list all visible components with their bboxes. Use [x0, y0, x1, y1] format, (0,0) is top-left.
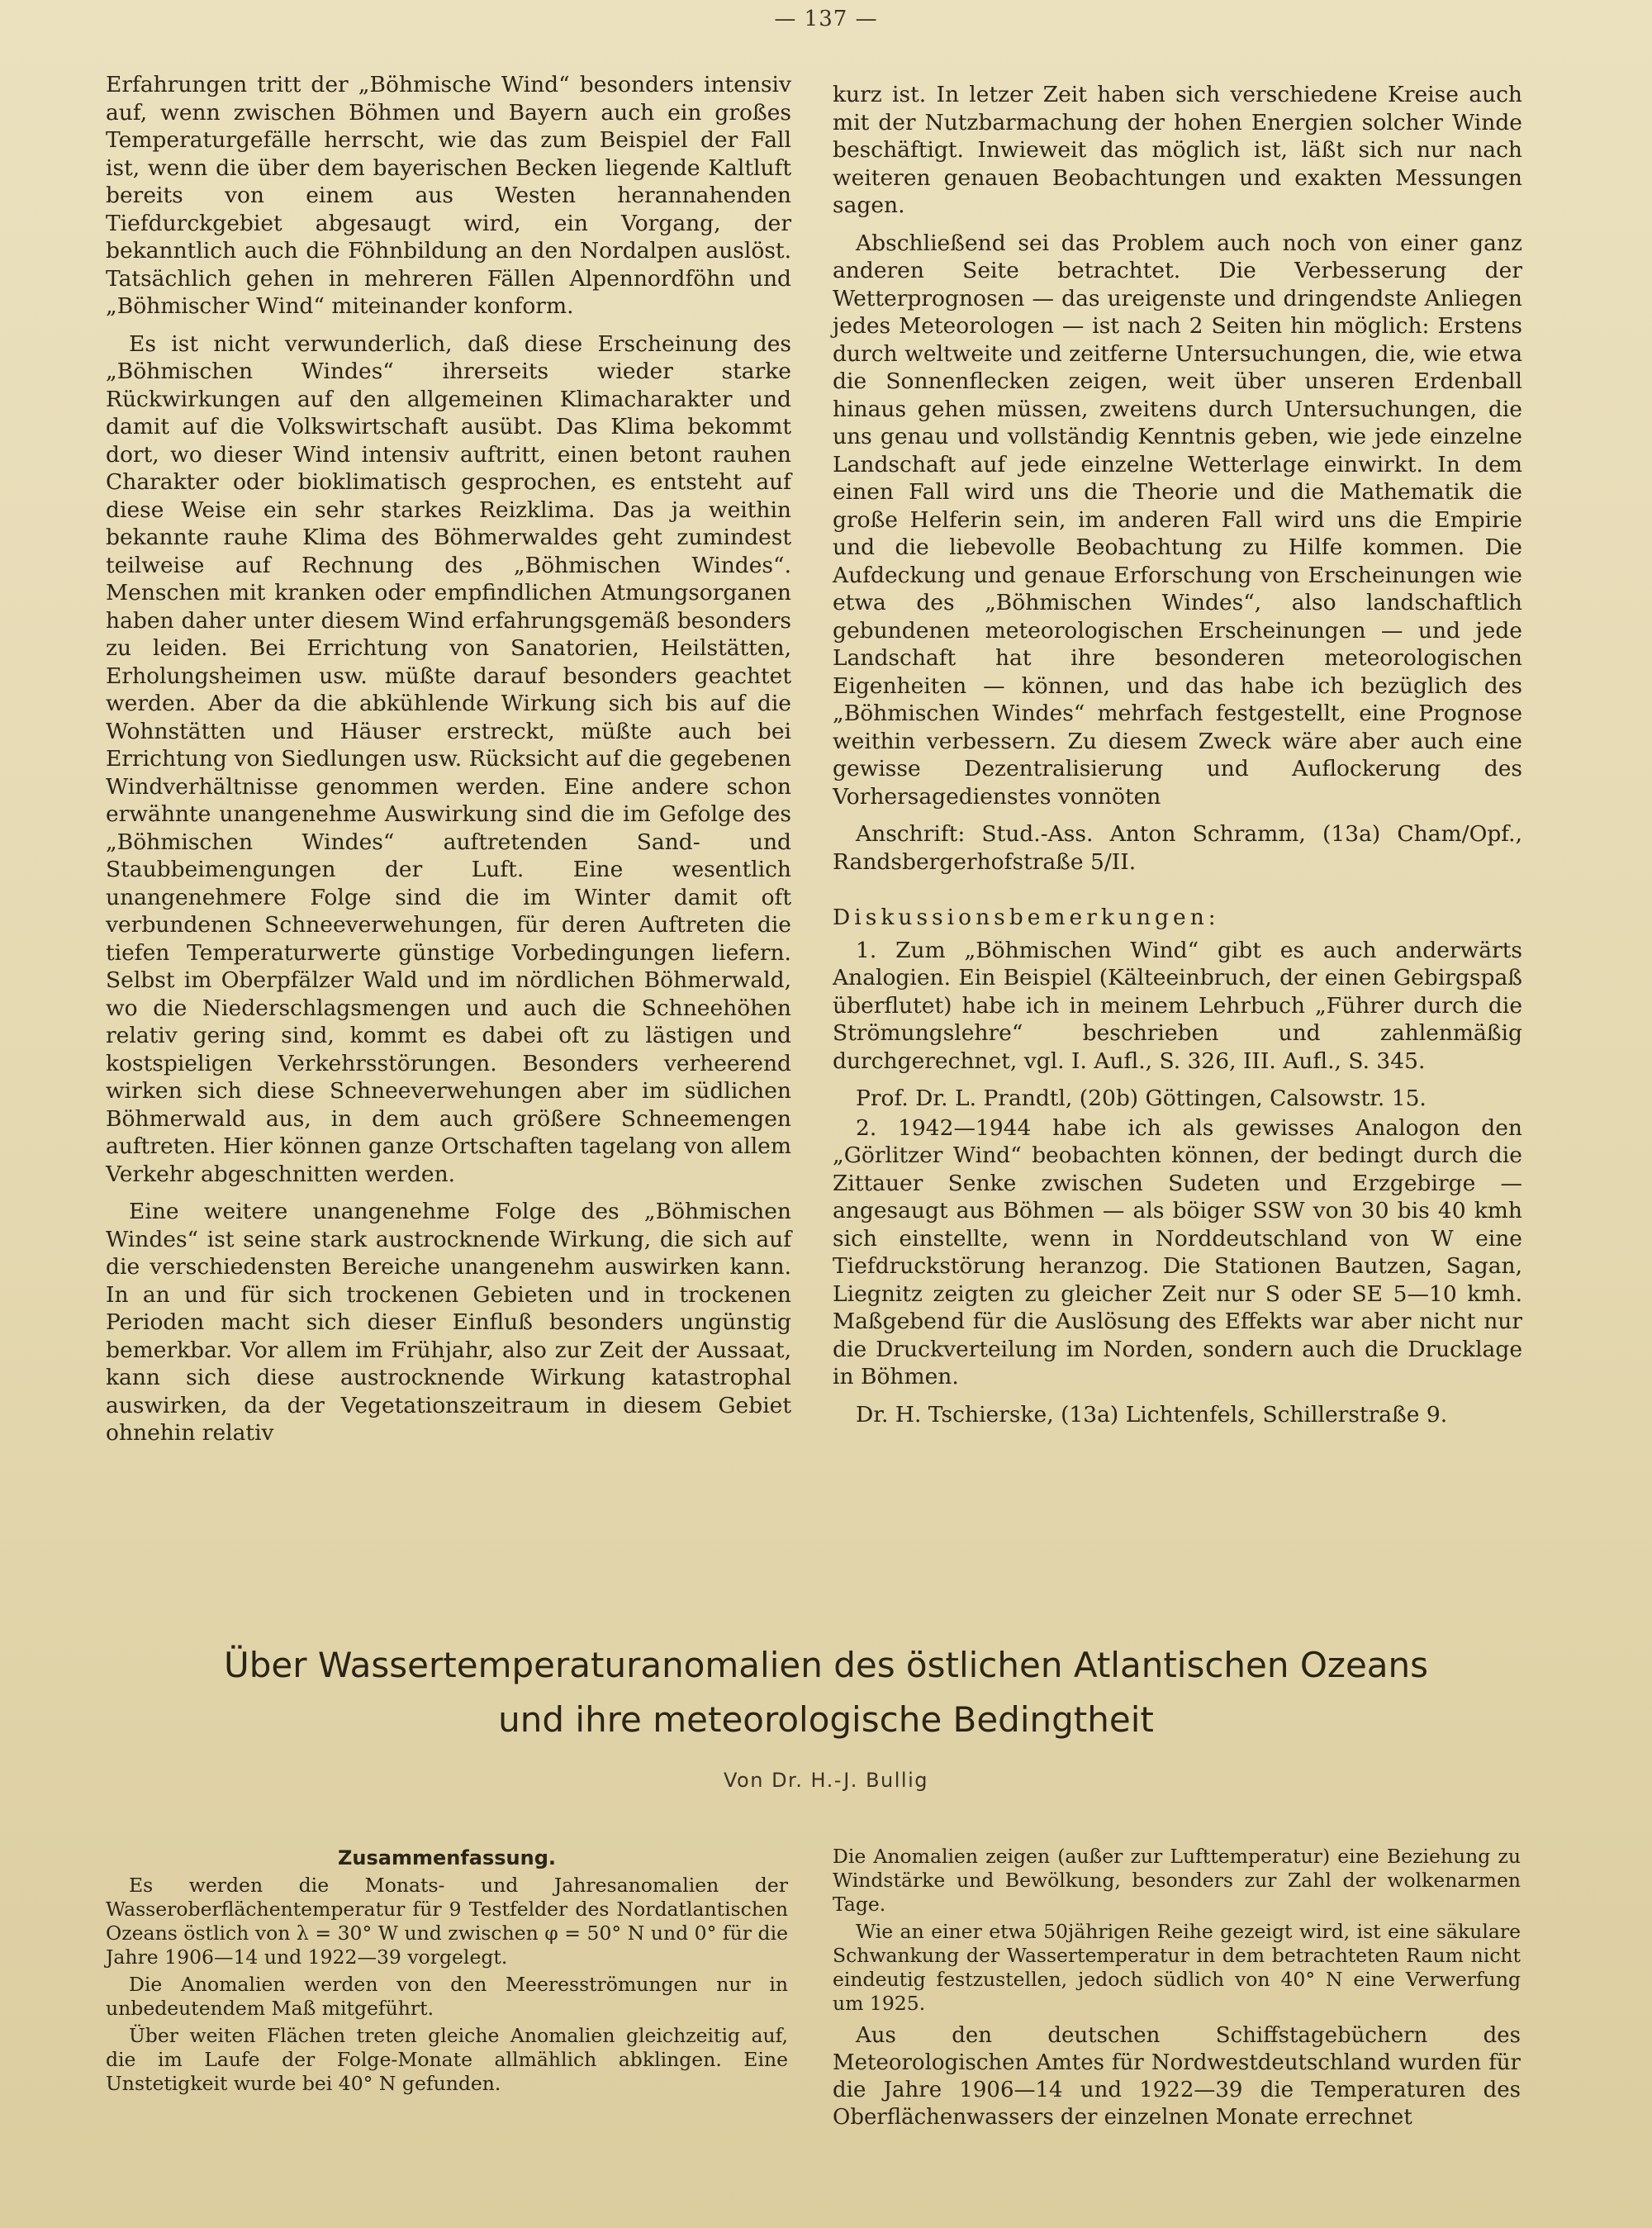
summary-heading: Zusammenfassung.	[337, 1846, 557, 1869]
discussion-author-2: Dr. H. Tschierske, (13a) Lichtenfels, Schillerstraße 9.	[856, 1401, 1448, 1428]
left-column-top	[106, 71, 791, 1447]
paragraph: Abschließend sei das Problem auch noch von einer ganz anderen Seite betrachtet. Die Verbesserung der Wetterprognosen — das ureigenste und dringendste Anliegen jedes Meteorologen — ist nach 2 Seiten hin möglich: Erstens durch weltweite und zeitferne Untersuchungen, die, wie etwa die Sonnenflecken zeigen, weit über unseren Erdenball hinaus gehen müssen, zweitens durch Untersuchungen, die uns genau und vollständig Kenntnis geben, wie jede einzelne Landschaft auf jede einzelne Wetterlage einwirkt. In dem einen Fall wird uns die Theorie und die Mathematik die große Helferin sein, im anderen Fall wird uns die Empirie und die liebevolle Beobachtung zu Hilfe kommen. Die Aufdeckung und genaue Erforschung von Erscheinungen wie etwa des „Böhmischen Windes“, also landschaftlich gebundenen meteorologischen Erscheinungen — und jede Landschaft hat ihre besonderen meteorologischen Eigenheiten — können, und das habe ich bezüglich des „Böhmischen Windes“ mehrfach festgestellt, eine Prognose weithin verbessern. Zu diesem Zweck wäre aber auch eine gewisse Dezentralisierung und Auflockerung des Vorhersagedienstes vonnöten	[833, 230, 1522, 810]
page-number: — 137 —	[774, 7, 878, 31]
discussion-remark-2: 2. 1942—1944 habe ich als gewisses Analogon den „Görlitzer Wind“ beobachten können, der bedingt durch die Zittauer Senke zwischen Sudeten und Erzgebirge — angesaugt aus Böhmen — als böiger SSW von 30 bis 40 kmh sich einstellte, wenn in Norddeutschland von W eine Tiefdruckstörung heranzog. Die Stationen Bautzen, Sagan, Liegnitz zeigten zu gleicher Zeit nur S oder SE 5—10 kmh. Maßgebend für die Auslösung des Effekts war aber nicht nur die Druckverteilung im Norden, sondern auch die Drucklage in Böhmen.	[833, 1114, 1522, 1390]
paragraph: Wie an einer etwa 50jährigen Reihe gezeigt wird, ist eine säkulare Schwankung der Wassertemperatur in dem betrachteten Raum nicht eindeutig festzustellen, jedoch südlich von 40° N eine Verwerfung um 1925.	[833, 1920, 1521, 2015]
discussion-remark-1: 1. Zum „Böhmischen Wind“ gibt es auch anderwärts Analogien. Ein Beispiel (Kälteeinbruch, der einen Gebirgspaß überflutet) habe ich in meinem Lehrbuch „Führer durch die Strömungslehre“ beschrieben und zahlenmäßig durchgerechnet, vgl. I. Aufl., S. 326, III. Aufl., S. 345.	[833, 937, 1522, 1074]
paragraph: Eine weitere unangenehme Folge des „Böhmischen Windes“ ist seine stark austrocknende Wirkung, die sich auf die verschiedensten Bereiche unangenehm auswirken kann. In an und für sich trockenen Gebieten und in trockenen Perioden macht sich dieser Einfluß besonders ungünstig bemerkbar. Vor allem im Frühjahr, also zur Zeit der Aussaat, kann sich diese austrocknende Wirkung katastrophal auswirken, da der Vegetationszeitraum in diesem Gebiet ohnehin relativ	[106, 1199, 791, 1446]
right-column-bottom	[833, 1845, 1521, 2131]
paragraph: Die Anomalien zeigen (außer zur Lufttemperatur) eine Beziehung zu Windstärke und Bewölkung, besonders zur Zahl der wolkenarmen Tage.	[833, 1845, 1521, 1916]
article-title	[0, 1638, 1652, 1747]
left-column-bottom	[106, 1846, 788, 2096]
paragraph: Erfahrungen tritt der „Böhmische Wind“ besonders intensiv auf, wenn zwischen Böhmen und Bayern auch ein großes Temperaturgefälle herrscht, wie das zum Beispiel der Fall ist, wenn die über dem bayerischen Becken liegende Kaltluft bereits von einem aus Westen herannahenden Tiefdurckgebiet abgesaugt wird, ein Vorgang, der bekanntlich auch die Föhnbildung an den Nordalpen auslöst. Tatsächlich gehen in mehreren Fällen Alpennordföhn und „Böhmischer Wind“ miteinander konform.	[106, 72, 791, 319]
paragraph: Es werden die Monats- und Jahresanomalien der Wasseroberflächentemperatur für 9 Testfelder des Nordatlantischen Ozeans östlich von λ = 30° W und zwischen φ = 50° N und 0° für die Jahre 1906—14 und 1922—39 vorgelegt.	[106, 1874, 788, 1969]
right-column-top	[833, 81, 1522, 1428]
paragraph: Aus den deutschen Schiffstagebüchern des Meteorologischen Amtes für Nordwestdeutschland wurden für die Jahre 1906—14 und 1922—39 die Temperaturen des Oberflächenwassers der einzelnen Monate errechnet	[833, 2023, 1521, 2130]
paragraph: Die Anomalien werden von den Meeresströmungen nur in unbedeutendem Maß mitgeführt.	[106, 1973, 788, 2020]
paragraph: Über weiten Flächen treten gleiche Anomalien gleichzeitig auf, die im Laufe der Folge-Monate allmählich abklingen. Eine Unstetigkeit wurde bei 40° N gefunden.	[106, 2024, 788, 2095]
paragraph: Es ist nicht verwunderlich, daß diese Erscheinung des „Böhmischen Windes“ ihrerseits wieder starke Rückwirkungen auf den allgemeinen Klimacharakter und damit auf die Volkswirtschaft ausübt. Das Klima bekommt dort, wo dieser Wind intensiv auftritt, einen betont rauhen Charakter oder bioklimatisch gesprochen, es entsteht auf diese Weise ein sehr starkes Reizklima. Das ja weithin bekannte rauhe Klima des Böhmerwaldes geht zumindest teilweise auf Rechnung des „Böhmischen Windes“. Menschen mit kranken oder empfindlichen Atmungsorganen haben daher unter diesem Wind erfahrungsgemäß besonders zu leiden. Bei Errichtung von Sanatorien, Heilstätten, Erholungsheimen usw. müßte darauf besonders geachtet werden. Aber da die abkühlende Wirkung sich bis auf die Wohnstätten und Häuser erstreckt, müßte auch bei Errichtung von Siedlungen usw. Rücksicht auf die gegebenen Windverhältnisse genommen werden. Eine andere schon erwähnte unangenehme Auswirkung sind die im Gefolge des „Böhmischen Windes“ auftretenden Sand- und Staubbeimengungen der Luft. Eine wesentlich unangenehmere Folge sind die im Winter damit oft verbundenen Schneeverwehungen, für deren Auftreten die tiefen Temperaturwerte günstige Vorbedingungen liefern. Selbst im Oberpfälzer Wald und im nördlichen Böhmerwald, wo die Niederschlagsmengen und auch die Schneehöhen relativ gering sind, kommt es dabei oft zu lästigen und kostspieligen Verkehrsstörungen. Besonders verheerend wirken sich diese Schneeverwehungen aber im südlichen Böhmerwald aus, in dem auch größere Schneemengen auftreten. Hier können ganze Ortschaften tagelang von allem Verkehr abgeschnitten werden.	[106, 330, 791, 1187]
article-byline: Von Dr. H.-J. Bullig	[724, 1769, 928, 1792]
article-title-line-1: Über Wassertemperaturanomalien des östlichen Atlantischen Ozeans	[223, 1645, 1429, 1685]
author-address: Anschrift: Stud.-Ass. Anton Schramm, (13a) Cham/Opf., Randsbergerhofstraße 5/II.	[833, 821, 1522, 875]
paragraph: kurz ist. In letzer Zeit haben sich verschiedene Kreise auch mit der Nutzbarmachung der hohen Energien solcher Winde beschäftigt. Inwieweit das möglich ist, läßt sich nur nach weiteren genauen Beobachtungen und exakten Messungen sagen.	[833, 82, 1522, 218]
discussion-heading: Diskussionsbemerkungen:	[833, 905, 1220, 930]
discussion-author-1: Prof. Dr. L. Prandtl, (20b) Göttingen, Calsowstr. 15.	[856, 1085, 1427, 1111]
article-title-line-2: und ihre meteorologische Bedingtheit	[498, 1699, 1154, 1740]
